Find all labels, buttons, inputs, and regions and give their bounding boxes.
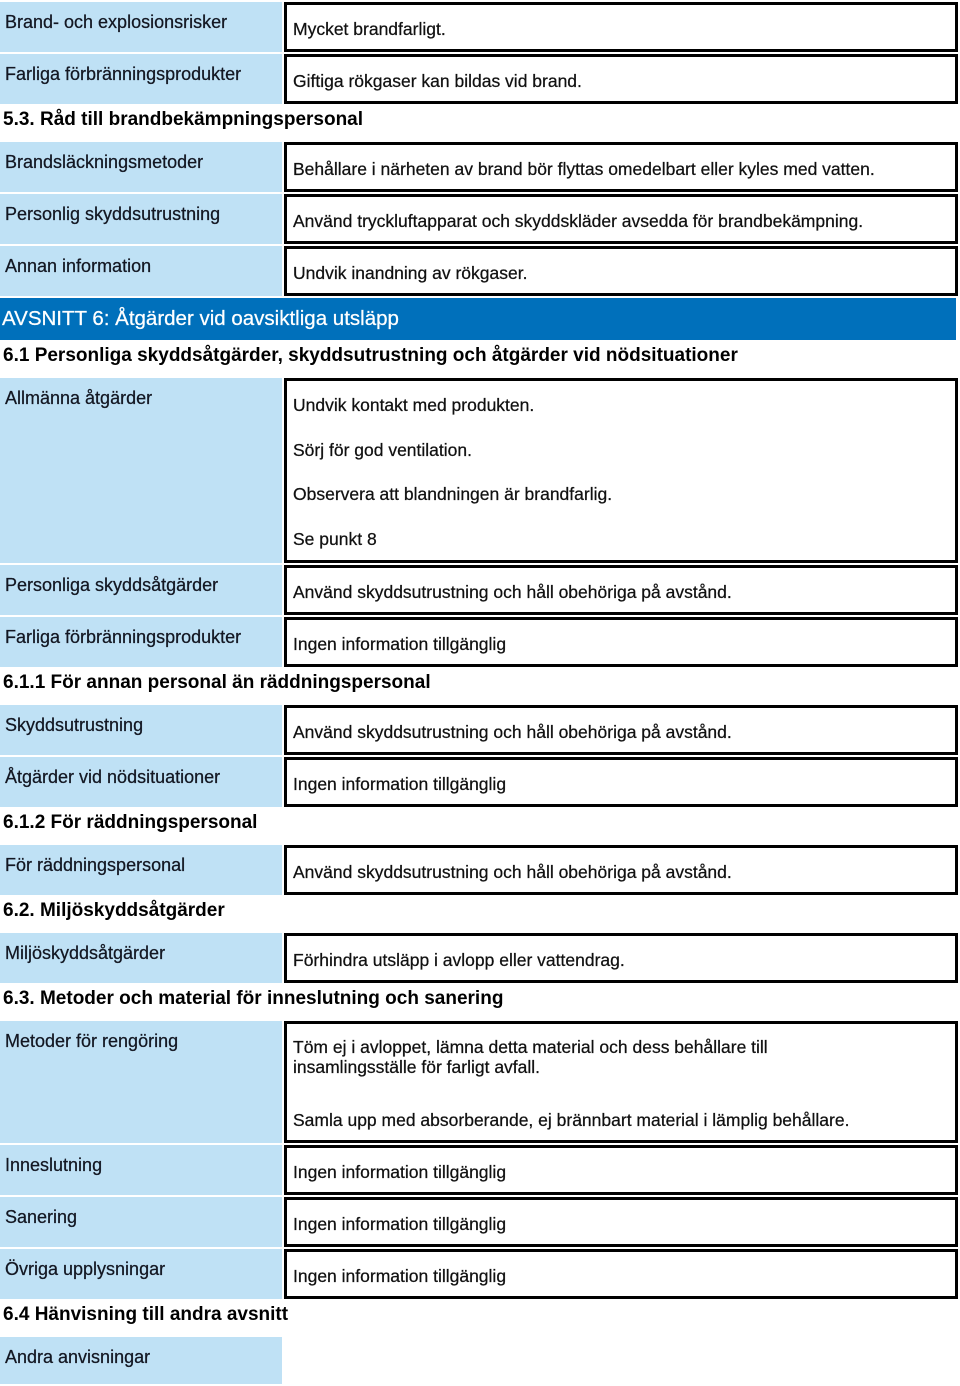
section-6-banner [0,298,956,340]
emergency-procedures-label: Åtgärder vid nödsituationer [0,757,282,807]
fire-other-information-row [0,246,960,296]
cleanup-methods-label: Metoder för rengöring [0,1021,282,1143]
general-measures-row [0,378,960,563]
extinguishing-methods-value: Behållare i närheten av brand bör flyttas omedelbart eller kyles med vatten. [284,142,958,192]
section-6-3-heading: 6.3. Metoder och material för inneslutning och sanering [3,988,504,1009]
emergency-procedures-value: Ingen information tillgänglig [284,757,958,807]
section-6-title: AVSNITT 6: Åtgärder vid oavsiktliga utsläpp [2,307,399,330]
spill-combustion-products-row [0,617,960,667]
other-details-row [0,1249,960,1299]
general-measures-label: Allmänna åtgärder [0,378,282,563]
general-measures-value [284,378,958,563]
firefighter-protective-equipment-row [0,194,960,244]
cleaning-value: Ingen information tillgänglig [284,1197,958,1247]
personal-precautions-row [0,565,960,615]
spill-combustion-products-value: Ingen information tillgänglig [284,617,958,667]
section-6-1-2-heading: 6.1.2 För räddningspersonal [3,812,258,833]
combustion-products-label: Farliga förbränningsprodukter [0,54,282,104]
cleanup-methods-value [284,1021,958,1143]
firefighter-protective-equipment-value: Använd tryckluftapparat och skyddskläder avsedda för brandbekämpning. [284,194,958,244]
emergency-responders-label: För räddningspersonal [0,845,282,895]
environmental-precautions-row [0,933,960,983]
cleaning-label: Sanering [0,1197,282,1247]
general-measures-line: Observera att blandningen är brandfarlig. [293,484,613,505]
other-instructions-row [0,1337,960,1384]
other-instructions-label: Andra anvisningar [0,1337,282,1384]
personal-precautions-label: Personliga skyddsåtgärder [0,565,282,615]
fire-explosion-hazards-value: Mycket brandfarligt. [284,2,958,52]
section-6-1-heading: 6.1 Personliga skyddsåtgärder, skyddsutrustning och åtgärder vid nödsituationer [3,345,738,366]
general-measures-line: Undvik kontakt med produkten. [293,395,535,415]
combustion-products-value: Giftiga rökgaser kan bildas vid brand. [284,54,958,104]
non-emergency-protective-equipment-label: Skyddsutrustning [0,705,282,755]
fire-other-information-label: Annan information [0,246,282,296]
environmental-precautions-label: Miljöskyddsåtgärder [0,933,282,983]
containment-row [0,1145,960,1195]
general-measures-line: Sörj för god ventilation. [293,439,472,460]
section-6-1-1-heading: 6.1.1 För annan personal än räddningspersonal [3,672,431,693]
cleanup-methods-row [0,1021,960,1143]
cleaning-row [0,1197,960,1247]
extinguishing-methods-row [0,142,960,192]
combustion-products-row [0,54,960,104]
other-details-value: Ingen information tillgänglig [284,1249,958,1299]
other-details-label: Övriga upplysningar [0,1249,282,1299]
firefighter-protective-equipment-label: Personlig skyddsutrustning [0,194,282,244]
fire-explosion-hazards-label: Brand- och explosionsrisker [0,2,282,52]
section-6-4-heading: 6.4 Hänvisning till andra avsnitt [3,1304,289,1325]
extinguishing-methods-label: Brandsläckningsmetoder [0,142,282,192]
cleanup-methods-paragraph: Samla upp med absorberande, ej brännbart material i lämplig behållare. [293,1110,850,1130]
cleanup-methods-paragraph: Töm ej i avloppet, lämna detta material och dess behållare till insamlingsställe för farligt avfall. [293,1037,768,1077]
containment-value: Ingen information tillgänglig [284,1145,958,1195]
non-emergency-protective-equipment-value: Använd skyddsutrustning och håll obehöriga på avstånd. [284,705,958,755]
personal-precautions-value: Använd skyddsutrustning och håll obehöriga på avstånd. [284,565,958,615]
section-5-3-heading: 5.3. Råd till brandbekämpningspersonal [3,109,364,130]
non-emergency-protective-equipment-row [0,705,960,755]
environmental-precautions-value: Förhindra utsläpp i avlopp eller vattendrag. [284,933,958,983]
emergency-procedures-row [0,757,960,807]
section-6-2-heading: 6.2. Miljöskyddsåtgärder [3,900,225,921]
fire-other-information-value: Undvik inandning av rökgaser. [284,246,958,296]
spill-combustion-products-label: Farliga förbränningsprodukter [0,617,282,667]
fire-explosion-hazards-row [0,2,960,52]
containment-label: Inneslutning [0,1145,282,1195]
emergency-responders-value: Använd skyddsutrustning och håll obehöriga på avstånd. [284,845,958,895]
emergency-responders-row [0,845,960,895]
general-measures-line: Se punkt 8 [293,529,377,550]
